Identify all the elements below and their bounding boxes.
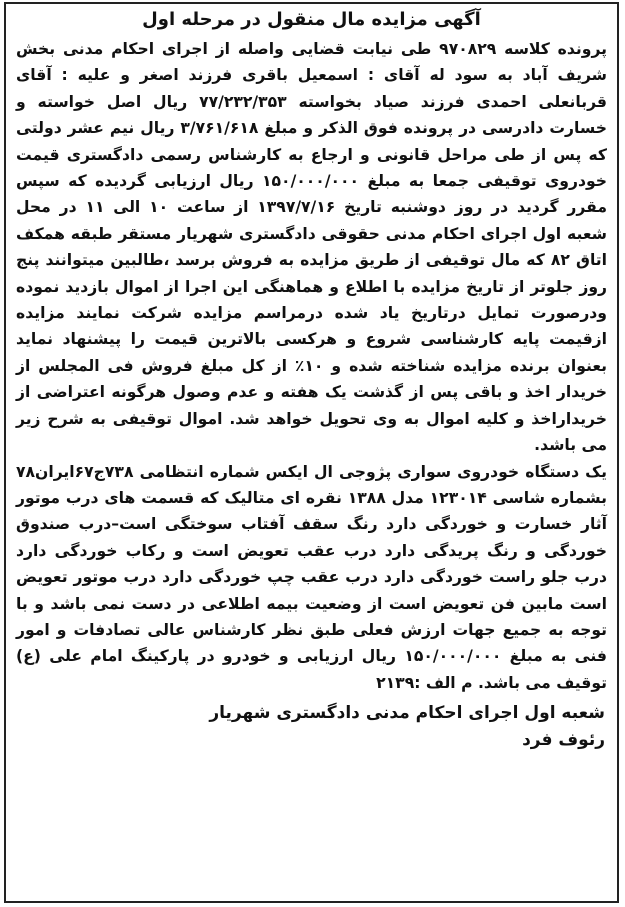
notice-body [6,36,617,696]
notice-signature [6,696,617,754]
notice-paragraph-case: پرونده کلاسه ۹۷۰۸۲۹ طی نیابت قضایی واصله از اجرای احکام مدنی بخش شریف آباد به سود له آقای : اسمعیل باقری فرزند اصغر و علیه : آقای قربانعلی احمدی فرزند صیاد بخواسته ۷۷/۲۳۲/۳۵۳ ریال اصل خواسته و خسارت دادرسی در پرونده فوق الذکر و مبلغ ۳/۷۶۱/۶۱۸ ریال نیم عشر دولتی که پس از طی مراحل قانونی و ارجاع به کارشناس رسمی دادگستری قیمت خودروی توقیفی جمعا به مبلغ ۱۵۰/۰۰۰/۰۰۰ ریال ارزیابی گردیده که سپس مقرر گردید در روز دوشنبه تاریخ ۱۳۹۷/۷/۱۶ از ساعت ۱۰ الی ۱۱ در محل شعبه اول اجرای احکام مدنی حقوقی دادگستری شهریار مستقر طبقه همکف اتاق ۸۲ که مال توقیفی از طریق مزایده به فروش برسد ،طالبین میتوانند پنج روز جلوتر از تاریخ مزایده با اطلاع و هماهنگی این اجرا از اموال بازدید نموده ودرصورت تمایل درتاریخ یاد شده درمراسم مزایده شرکت نمایند مزایده ازقیمت پایه کارشناسی شروع و هرکسی بالاترین قیمت را پیشنهاد نماید بعنوان برنده مزایده شناخته شده و ۱۰٪ از کل مبلغ فروش فی المجلس از خریدار اخذ و باقی پس از گذشت یک هفته و عدم وصول هرگونه اعتراضی از خریداراخذ و کلیه اموال به وی تحویل خواهد شد. اموال توقیفی به شرح زیر می باشد. [16,40,607,455]
signature-office: شعبه اول اجرای احکام مدنی دادگستری شهریار [209,703,605,724]
notice-title: آگهی مزایده مال منقول در مرحله اول [142,9,481,30]
notice-frame [4,2,619,903]
signature-name: رئوف فرد [522,730,605,751]
notice-paragraph-vehicle: یک دستگاه خودروی سواری پژوجی ال ایکس شماره انتظامی ۷۳۸ج۶۷ایران۷۸ بشماره شاسی ۱۲۳۰۱۴ مدل ۱۳۸۸ نقره ای متالیک که قسمت های درب موتور آثار خسارت و خوردگی دارد رنگ سقف آفتاب سوختگی است–درب صندوق خوردگی و رنگ پریدگی دارد درب عقب تعویض است و رکاب خوردگی دارد درب جلو راست خوردگی دارد درب عقب چپ خوردگی دارد درب موتور تعویض است مابین فن تعویض است از وضعیت بیمه اطلاعی در دست نمی باشد و با توجه به جمیع جهات ارزش فعلی طبق نظر کارشناس عالی تصادفات و امور فنی به مبلغ ۱۵۰/۰۰۰/۰۰۰ ریال ارزیابی و خودرو در پارکینگ امام علی (ع) توقیف می باشد. م الف :۲۱۳۹ [16,462,607,692]
